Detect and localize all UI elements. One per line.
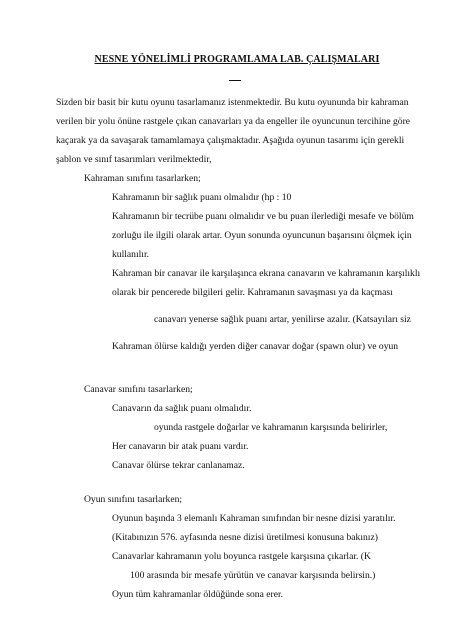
hero-line: kullanılır. xyxy=(112,249,150,260)
hero-line: zorluğu ile ilgili olarak artar. Oyun sonunda oyuncunun başarısını ölçmek için xyxy=(112,230,412,241)
hero-line: Kahramanın bir tecrübe puanı olmalıdır ve bu puan ilerlediği mesafe ve bölüm xyxy=(112,211,414,222)
hero-line: Kahraman bir canavar ile karşılaşınca ekrana canavarın ve kahramanın karşılıklı xyxy=(112,268,421,279)
game-line: Canavarlar kahramanın yolu boyunca rastgele karşısına çıkarlar. (K xyxy=(112,551,371,562)
monster-line: Her canavarın bir atak puanı vardır. xyxy=(112,441,249,452)
document-title: NESNE YÖNELİMLİ PROGRAMLAMA LAB. ÇALIŞMALARI xyxy=(94,54,380,65)
intro-line: Sizden bir basit bir kutu oyunu tasarlamanız istenmektedir. Bu kutu oyununda bir kahraman xyxy=(56,97,409,108)
monster-heading: Canavar sınıfını tasarlarken; xyxy=(84,384,193,395)
intro-line: verilen bir yolu önüne rastgele çıkan canavarları ya da engeller ile oyuncunun tercihine göre xyxy=(56,116,411,127)
intro-line: kaçarak ya da savaşarak tamamlamaya çalışmaktadır. Aşağıda oyunun tasarımı için gerekli xyxy=(56,135,405,146)
hero-line: Kahramanın bir sağlık puanı olmalıdır (hp : 10 xyxy=(112,192,292,203)
monster-line: oyunda rastgele doğarlar ve kahramanın karşısında belirirler, xyxy=(154,422,388,433)
intro-line: şablon ve sınıf tasarımları verilmektedir, xyxy=(56,154,212,165)
title-separator xyxy=(229,80,241,81)
game-line: 100 arasında bir mesafe yürütün ve canavar karşısında belirsin.) xyxy=(130,570,376,581)
hero-line: Kahraman ölürse kaldığı yerden diğer canavar doğar (spawn olur) ve oyun xyxy=(112,341,399,352)
hero-line: canavarı yenerse sağlık puanı artar, yenilirse azalır. (Katsayıları siz xyxy=(154,314,411,325)
hero-heading: Kahraman sınıfını tasarlarken; xyxy=(84,173,201,184)
game-line: (Kitabınızın 576. ayfasında nesne dizisi üretilmesi konusuna bakınız) xyxy=(112,532,378,543)
game-line: Oyunun başında 3 elemanlı Kahraman sınıfından bir nesne dizisi yaratılır. xyxy=(112,513,396,524)
game-heading: Oyun sınıfını tasarlarken; xyxy=(84,494,183,505)
hero-line: olarak bir pencerede bilgileri gelir. Kahramanın savaşması ya da kaçması xyxy=(112,287,393,298)
monster-line: Canavar ölürse tekrar canlanamaz. xyxy=(112,460,245,471)
monster-line: Canavarın da sağlık puanı olmalıdır. xyxy=(112,403,252,414)
game-line: Oyun tüm kahramanlar öldüğünde sona erer. xyxy=(112,589,284,600)
